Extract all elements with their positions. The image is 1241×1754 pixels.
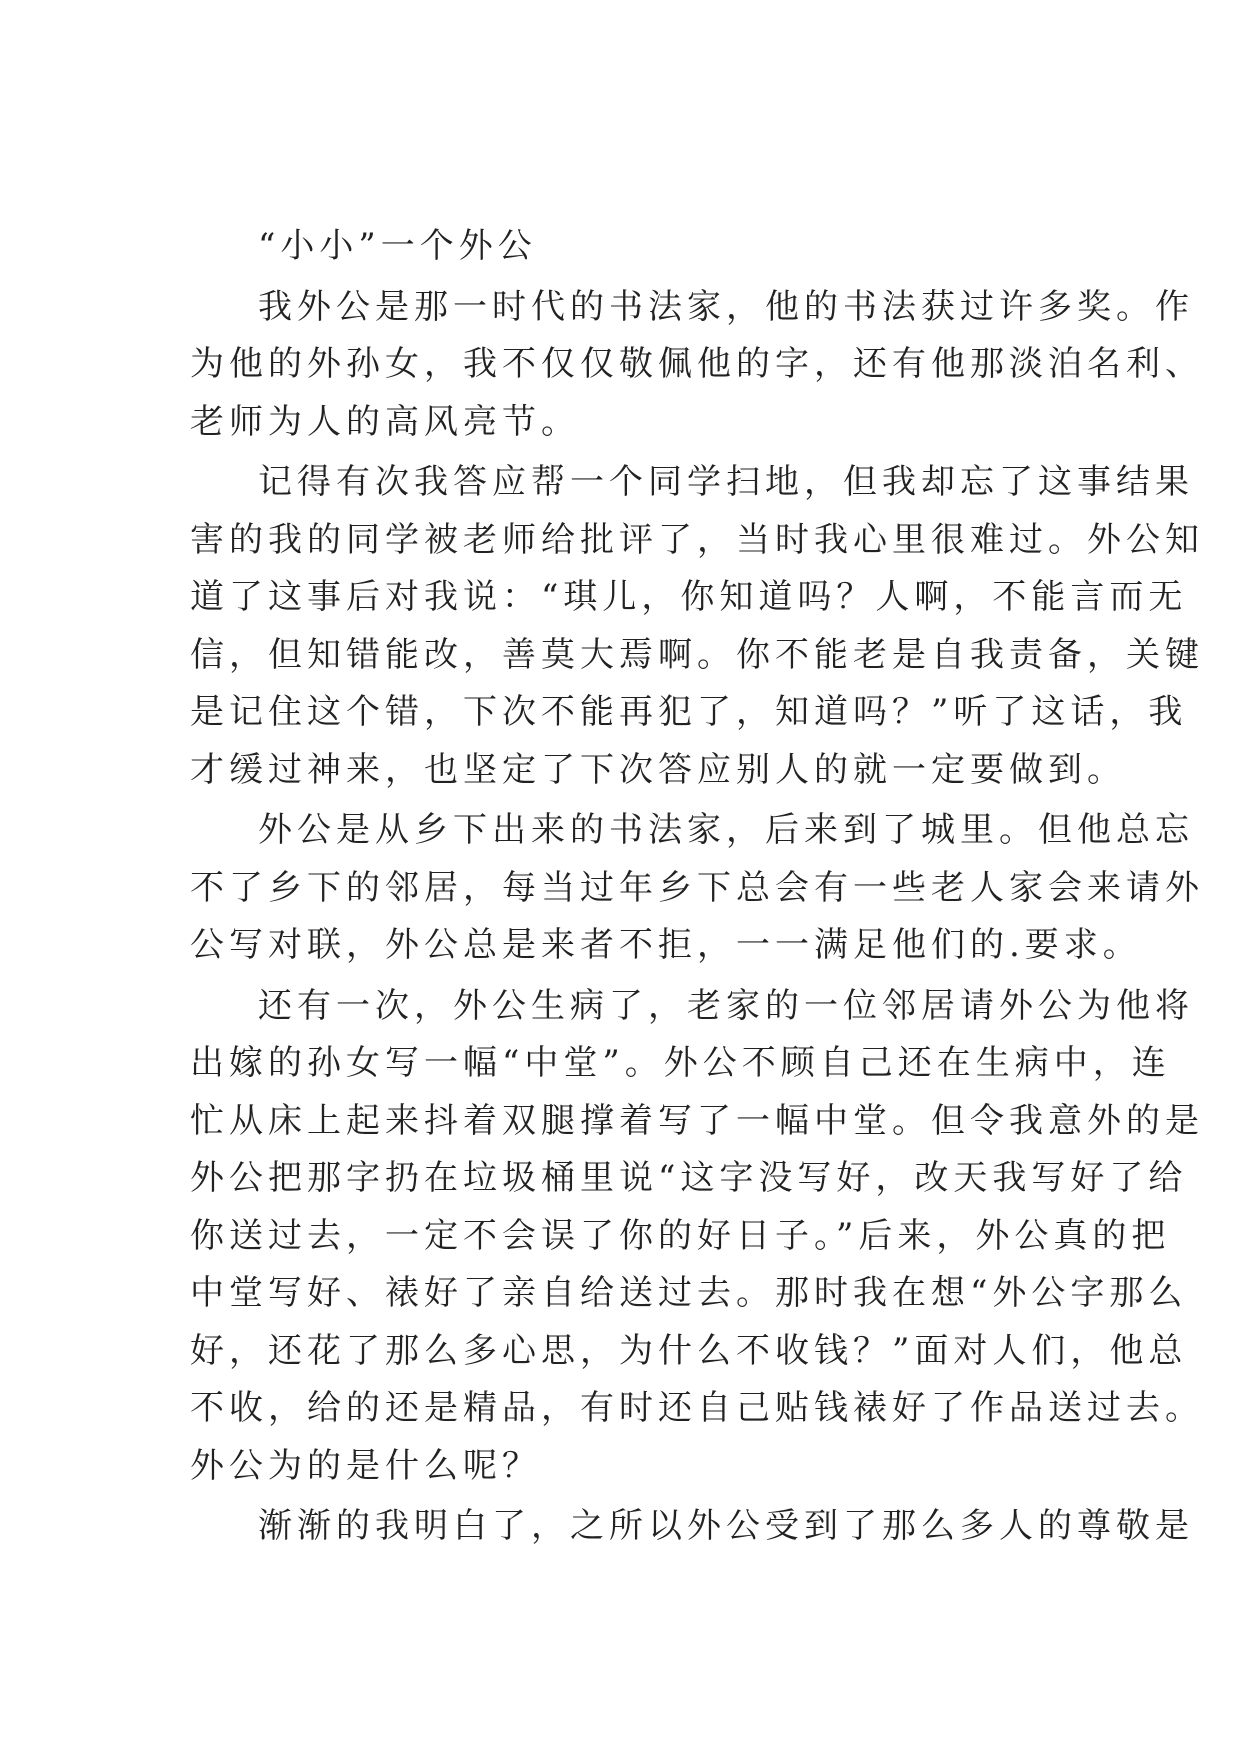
text-line: 出嫁的孙女写一幅“中堂”。外公不顾自己还在生病中，连 — [190, 1043, 1171, 1083]
document-body — [190, 218, 1204, 1559]
paragraph-5 — [190, 1498, 1194, 1556]
document-title: “小小”一个外公 — [258, 226, 537, 266]
text-line: 我外公是那一时代的书法家，他的书法获过许多奖。作 — [258, 286, 1194, 327]
text-line: 好，还花了那么多心思，为什么不收钱？”面对人们，他总 — [190, 1330, 1188, 1371]
text-line: 不了乡下的邻居，每当过年乡下总会有一些老人家会来请外 — [190, 867, 1204, 908]
text-line: 道了这事后对我说：“琪儿，你知道吗？人啊，不能言而无 — [190, 577, 1188, 617]
text-line: 记得有次我答应帮一个同学扫地，但我却忘了这事结果 — [258, 462, 1194, 502]
text-line: 害的我的同学被老师给批评了，当时我心里很难过。外公知 — [190, 519, 1204, 560]
text-line: 公写对联，外公总是来者不拒，一一满足他们的.要求。 — [190, 925, 1142, 965]
text-line: 信，但知错能改，善莫大焉啊。你不能老是自我责备，关键 — [190, 634, 1204, 675]
text-line: 外公为的是什么呢？ — [190, 1445, 541, 1486]
text-line: 不收，给的还是精品，有时还自己贴钱裱好了作品送过去。 — [190, 1388, 1204, 1428]
paragraph-1 — [190, 279, 1204, 452]
text-line: 还有一次，外公生病了，老家的一位邻居请外公为他将 — [258, 985, 1194, 1026]
text-line: 你送过去，一定不会误了你的好日子。”后来，外公真的把 — [190, 1215, 1171, 1256]
text-line: 为他的外孙女，我不仅仅敬佩他的字，还有他那淡泊名利、 — [190, 344, 1204, 384]
text-line: 才缓过神来，也坚定了下次答应别人的就一定要做到。 — [190, 749, 1126, 790]
text-line: 是记住这个错，下次不能再犯了，知道吗？”听了这话，我 — [190, 692, 1188, 732]
paragraph-2 — [190, 454, 1204, 799]
text-line: 老师为人的高风亮节。 — [190, 401, 580, 442]
paragraph-3 — [190, 802, 1204, 975]
text-line: 忙从床上起来抖着双腿撑着写了一幅中堂。但令我意外的是 — [190, 1100, 1204, 1141]
paragraph-4 — [190, 978, 1204, 1496]
text-line: 渐渐的我明白了，之所以外公受到了那么多人的尊敬是 — [258, 1506, 1194, 1546]
text-line: 中堂写好、裱好了亲自给送过去。那时我在想“外公字那么 — [190, 1273, 1188, 1313]
text-line: 外公把那字扔在垃圾桶里说“这字没写好，改天我写好了给 — [190, 1158, 1188, 1198]
text-line: 外公是从乡下出来的书法家，后来到了城里。但他总忘 — [258, 810, 1194, 850]
